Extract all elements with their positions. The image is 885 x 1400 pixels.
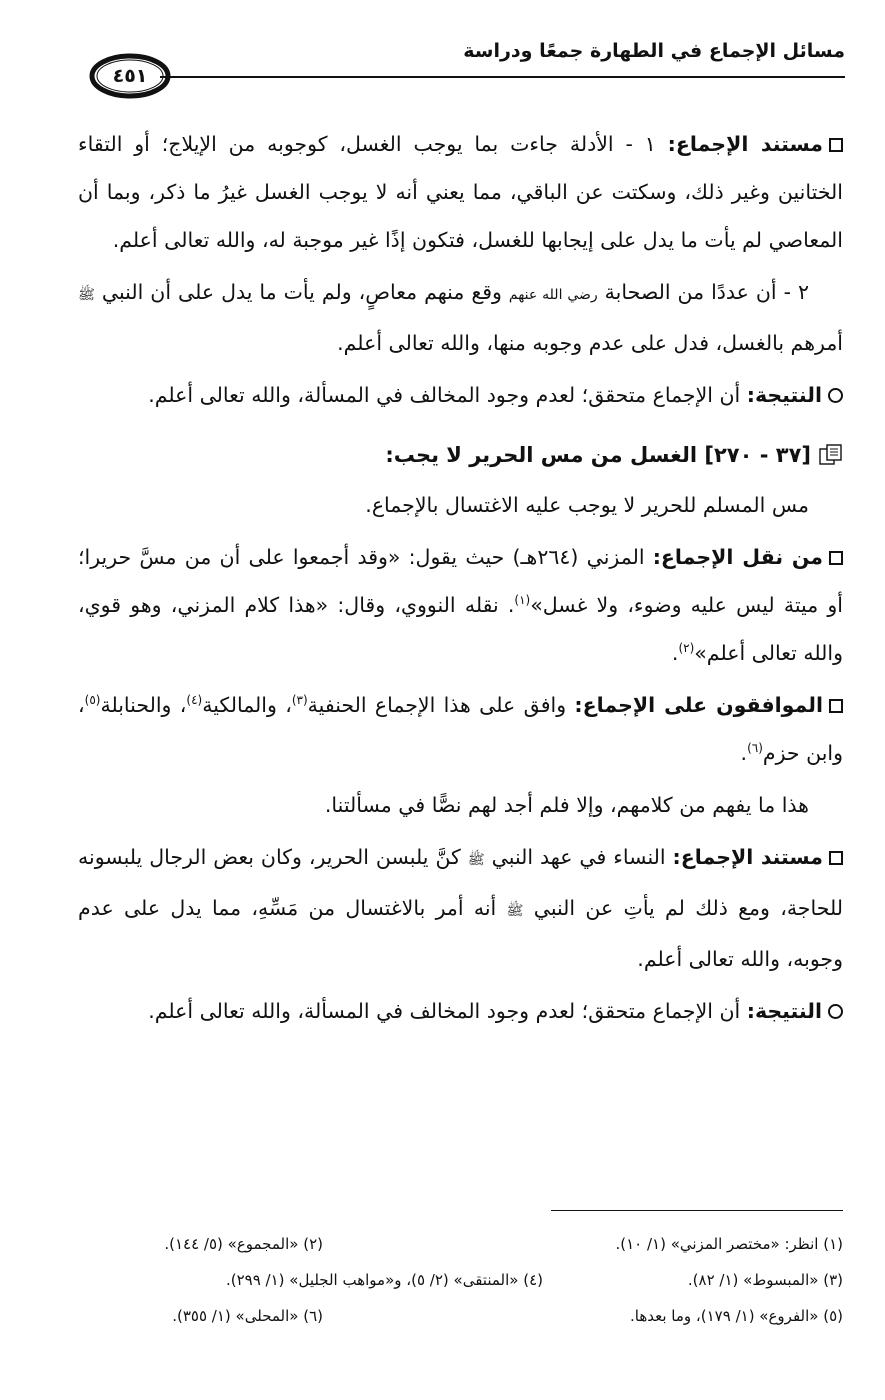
footnote-6: (٦) «المحلى» (١/ ٣٥٥). [172, 1307, 323, 1325]
muwafiqun-paragraph [78, 681, 843, 777]
paragraph-text: أن الإجماع متحقق؛ لعدم وجود المخالف في المسألة، والله تعالى أعلم. [148, 383, 747, 407]
footnote-separator [551, 1210, 843, 1211]
footnote-4: (٤) «المنتقى» (٢/ ٥)، و«مواهب الجليل» (١/ ٢٩٩). [225, 1271, 543, 1289]
term-label: مستند الإجماع: [667, 132, 823, 156]
footnotes [110, 1226, 843, 1334]
footnote-ref[interactable]: (١) [514, 593, 531, 608]
square-bullet-icon [829, 138, 843, 152]
square-bullet-icon [829, 851, 843, 865]
issue-heading [78, 429, 843, 481]
paragraph-text: كنَّ يلبسن الحرير، وكان بعض الرجال يلبسونه للحاجة، ومع ذلك لم يأتِ عن النبي [78, 845, 843, 920]
paragraph-text: أمرهم بالغسل، فدل على عدم وجوبه منها، والله تعالى أعلم. [337, 331, 843, 355]
term-label: النتيجة: [746, 383, 822, 407]
mustanad-paragraph-1 [78, 120, 843, 264]
paragraph-text: ١ - الأدلة جاءت بما يوجب الغسل، كوجوبه من الإيلاج؛ أو التقاء الختانين وغير ذلك، وسكتت عن الباقي، مما يعني أنه لا يوجب الغسل غيرُ ما ذكر، وبما أن المعاصي لم يأت ما يدل على إيجابها للغسل، فتكون إذًا غير موجبة له، والله تعالى أعلم. [78, 132, 843, 252]
term-label: النتيجة: [746, 999, 822, 1023]
paragraph-text: وقع منهم معاصٍ، ولم يأت ما يدل على أن النبي [94, 280, 509, 304]
paragraph-text: ، والمالكية [202, 693, 292, 717]
mustanad-paragraph-2 [78, 833, 843, 983]
honorific-glyph: رضي الله عنهم [508, 287, 598, 303]
term-label: مستند الإجماع: [672, 845, 823, 869]
naql-paragraph [78, 533, 843, 677]
footnote-row [110, 1262, 843, 1298]
footnote-ref[interactable]: (٢) [678, 641, 695, 656]
footnote-2: (٢) «المجموع» (٥/ ١٤٤). [164, 1235, 323, 1253]
footnote-3: (٣) «المبسوط» (١/ ٨٢). [687, 1271, 843, 1289]
circle-bullet-icon [828, 388, 843, 403]
footnote-ref[interactable]: (٦) [747, 741, 763, 756]
salawat-glyph: ﷺ [506, 903, 524, 919]
paragraph-text: وافق على هذا الإجماع الحنفية [307, 693, 575, 717]
page-number-badge [88, 52, 172, 100]
paragraph-text: أن الإجماع متحقق؛ لعدم وجود المخالف في المسألة، والله تعالى أعلم. [148, 999, 747, 1023]
pages-icon [819, 444, 843, 466]
paragraph-text: أنه أمر بالاغتسال من مَسِّهِ، مما يدل على عدم وجوبه، والله تعالى أعلم. [78, 896, 843, 971]
footnote-5: (٥) «الفروع» (١/ ١٧٩)، وما بعدها. [630, 1307, 843, 1325]
paragraph-text: ، وابن حزم [78, 693, 843, 765]
page-number: ٤٥١ [112, 65, 148, 87]
paragraph-text: . [671, 641, 679, 665]
issue-statement: مس المسلم للحرير لا يوجب عليه الاغتسال بالإجماع. [365, 493, 809, 517]
footnote-1: (١) انظر: «مختصر المزني» (١/ ١٠). [615, 1235, 843, 1253]
term-label: من نقل الإجماع: [652, 545, 823, 569]
term-label: الموافقون على الإجماع: [574, 693, 823, 717]
salawat-glyph: ﷺ [78, 287, 95, 303]
footnote-ref[interactable]: (٥) [84, 693, 101, 708]
square-bullet-icon [829, 699, 843, 713]
paragraph-text: ، والحنابلة [100, 693, 187, 717]
header-rule [160, 76, 845, 78]
square-bullet-icon [829, 551, 843, 565]
note-paragraph: هذا ما يفهم من كلامهم، وإلا فلم أجد لهم نصًّا في مسألتنا. [324, 793, 809, 817]
footnote-ref[interactable]: (٣) [291, 693, 308, 708]
salawat-glyph: ﷺ [467, 852, 485, 868]
result-paragraph-2 [78, 987, 843, 1035]
footnote-row [110, 1226, 843, 1262]
issue-heading-text: [٣٧ - ٢٧٠] الغسل من مس الحرير لا يجب: [385, 443, 811, 467]
running-title: مسائل الإجماع في الطهارة جمعًا ودراسة [463, 40, 845, 62]
evidence-paragraph-2 [78, 268, 843, 367]
paragraph-text: المزني (٢٦٤هـ) حيث يقول: «وقد أجمعوا على أن من مسَّ حريرا؛ أو ميتة ليس عليه وضوء، ولا غسل» [78, 545, 843, 617]
page-body [78, 120, 843, 1035]
paragraph-text: . نقله النووي، وقال: «هذا كلام المزني، وهو قوي، والله تعالى أعلم» [78, 593, 843, 665]
paragraph-text: . [740, 741, 748, 765]
result-paragraph-1 [78, 371, 843, 419]
footnote-row [110, 1298, 843, 1334]
paragraph-text: النساء في عهد النبي [484, 845, 673, 869]
paragraph-text: ٢ - أن عددًا من الصحابة [597, 280, 809, 304]
circle-bullet-icon [828, 1004, 843, 1019]
footnote-ref[interactable]: (٤) [186, 693, 203, 708]
